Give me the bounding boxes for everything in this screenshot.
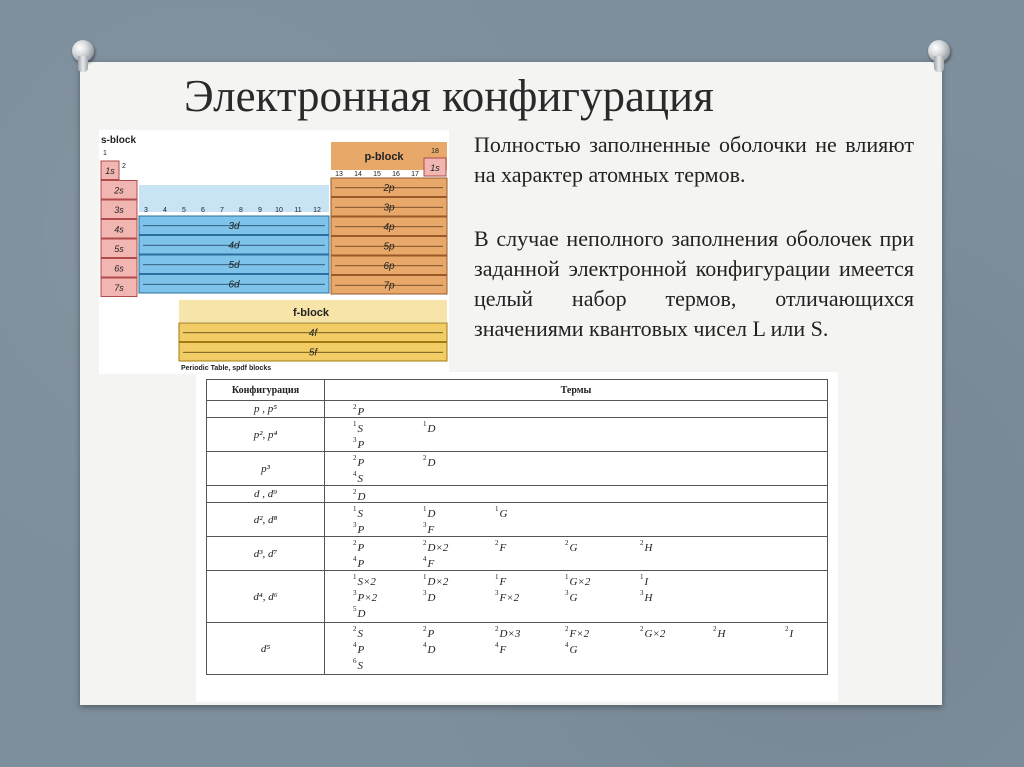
term-multiplicity: 1	[423, 505, 427, 513]
he-label: 1s	[430, 163, 440, 173]
term-letter: P	[357, 524, 365, 536]
terms-cell	[325, 571, 828, 623]
term-multiplicity: 3	[495, 589, 499, 597]
term-letter: D	[427, 457, 436, 469]
term-multiplicity: 2	[640, 625, 644, 633]
term-symbol	[353, 589, 377, 604]
term-multiplicity: 1	[353, 505, 357, 513]
term-letter: D×2	[427, 542, 449, 554]
s-block-label: s-block	[101, 135, 137, 146]
term-letter: D×3	[499, 628, 521, 640]
header-config: Конфигурация	[207, 380, 325, 401]
header-terms: Термы	[325, 380, 828, 401]
term-letter: I	[789, 628, 794, 640]
d-row-label: 3d	[228, 221, 240, 232]
term-multiplicity: 2	[353, 539, 357, 547]
term-symbol	[353, 505, 363, 520]
term-symbol	[353, 403, 364, 418]
term-multiplicity: 2	[423, 625, 427, 633]
s-row-label: 5s	[114, 244, 124, 254]
figure-caption: Periodic Table, spdf blocks	[181, 365, 272, 372]
term-multiplicity: 3	[565, 589, 569, 597]
term-symbol	[353, 605, 365, 620]
term-multiplicity: 2	[353, 403, 357, 411]
term-letter: F	[499, 576, 507, 588]
term-letter: F	[427, 558, 435, 570]
term-letter: S	[357, 473, 363, 485]
d-group-label: 4	[163, 207, 167, 214]
s-row-label: 7s	[114, 283, 124, 293]
term-symbol	[495, 505, 507, 520]
config-cell: p³	[207, 452, 325, 486]
term-symbol	[565, 539, 577, 554]
term-letter: G	[569, 592, 578, 604]
config-cell: d⁴, d⁶	[207, 571, 325, 623]
term-letter: G×2	[569, 576, 591, 588]
term-symbol	[353, 573, 376, 588]
term-symbol	[495, 589, 519, 604]
term-multiplicity: 1	[423, 573, 427, 581]
group-18-label: 18	[431, 148, 439, 155]
term-multiplicity: 6	[353, 657, 357, 665]
terms-cell	[325, 503, 828, 537]
term-multiplicity: 1	[495, 505, 499, 513]
table-row	[207, 418, 828, 452]
term-letter: D	[427, 423, 436, 435]
term-multiplicity: 1	[423, 420, 427, 428]
term-symbol	[353, 555, 364, 570]
term-multiplicity: 2	[353, 454, 357, 462]
p-group-label: 15	[373, 171, 381, 178]
term-multiplicity: 2	[565, 539, 569, 547]
config-cell: p , p⁵	[207, 401, 325, 418]
term-symbol	[423, 505, 435, 520]
p-group-label: 14	[354, 171, 362, 178]
term-letter: S	[357, 628, 363, 640]
term-letter: F	[427, 524, 435, 536]
term-symbol	[353, 657, 363, 672]
term-letter: G	[569, 644, 578, 656]
terms-cell	[325, 401, 828, 418]
table-row	[207, 452, 828, 486]
term-letter: P	[357, 542, 365, 554]
term-symbol	[353, 539, 364, 554]
term-symbol	[423, 625, 434, 640]
term-multiplicity: 2	[423, 539, 427, 547]
pushpin-left-icon	[72, 40, 94, 62]
config-terms-table	[206, 379, 828, 675]
term-multiplicity: 1	[640, 573, 644, 581]
term-symbol	[640, 539, 652, 554]
term-symbol	[423, 539, 448, 554]
term-multiplicity: 1	[565, 573, 569, 581]
term-multiplicity: 4	[495, 641, 499, 649]
term-letter: S×2	[357, 576, 376, 588]
term-multiplicity: 2	[353, 625, 357, 633]
term-letter: D	[427, 592, 436, 604]
term-letter: H	[644, 542, 653, 554]
f-block-label: f-block	[292, 307, 330, 319]
term-multiplicity: 5	[353, 605, 357, 613]
term-letter: I	[644, 576, 649, 588]
table-row	[207, 503, 828, 537]
p-row-label: 4p	[383, 222, 395, 233]
term-multiplicity: 3	[423, 589, 427, 597]
term-symbol	[495, 573, 506, 588]
term-multiplicity: 1	[353, 420, 357, 428]
term-letter: P	[357, 457, 365, 469]
f-row-label: 5f	[308, 347, 318, 359]
term-letter: D	[427, 508, 436, 520]
terms-cell	[325, 623, 828, 675]
term-multiplicity: 1	[353, 573, 357, 581]
table-row	[207, 401, 828, 418]
periodic-table-figure	[99, 130, 449, 374]
term-multiplicity: 4	[353, 470, 357, 478]
term-letter: D	[357, 608, 366, 620]
periodic-table-svg	[99, 130, 449, 374]
terms-cell	[325, 418, 828, 452]
term-letter: S	[357, 423, 363, 435]
term-letter: P×2	[357, 592, 378, 604]
term-symbol	[713, 625, 725, 640]
d-row-label: 6d	[228, 279, 240, 291]
term-symbol	[565, 589, 577, 604]
p-row-label: 3p	[383, 202, 395, 214]
d-row-label: 4d	[228, 240, 240, 252]
term-symbol	[565, 573, 590, 588]
term-multiplicity: 2	[713, 625, 717, 633]
term-multiplicity: 3	[640, 589, 644, 597]
term-letter: G×2	[644, 628, 666, 640]
terms-cell	[325, 537, 828, 571]
p-row-label: 7p	[383, 280, 395, 292]
d-group-label: 6	[201, 207, 205, 214]
term-symbol	[423, 454, 435, 469]
p-row-label: 2p	[383, 183, 395, 194]
term-letter: H	[717, 628, 726, 640]
term-symbol	[565, 625, 589, 640]
p-group-label: 17	[411, 171, 419, 178]
term-multiplicity: 1	[495, 573, 499, 581]
config-cell: d³, d⁷	[207, 537, 325, 571]
d-group-label: 11	[294, 207, 302, 214]
terms-cell	[325, 486, 828, 503]
f-row-label: 4f	[308, 328, 318, 339]
d-group-label: 7	[220, 207, 224, 214]
term-letter: F×2	[569, 628, 590, 640]
term-letter: P	[357, 558, 365, 570]
pushpin-right-icon	[928, 40, 950, 62]
term-letter: P	[427, 628, 435, 640]
terms-cell	[325, 452, 828, 486]
term-symbol	[423, 521, 434, 536]
term-symbol	[353, 454, 364, 469]
term-multiplicity: 2	[353, 488, 357, 496]
term-multiplicity: 2	[495, 625, 499, 633]
term-symbol	[423, 555, 434, 570]
d-group-label: 3	[144, 207, 148, 214]
table-row	[207, 571, 828, 623]
p-row-label: 6p	[383, 261, 395, 272]
term-symbol	[353, 521, 364, 536]
p-block-label: p-block	[364, 151, 404, 163]
s-row-label: 4s	[114, 224, 124, 235]
slide-title: Электронная конфигурация	[184, 71, 714, 121]
term-multiplicity: 2	[565, 625, 569, 633]
s-row-label: 1s	[105, 166, 115, 176]
d-group-label: 10	[275, 207, 283, 214]
term-symbol	[495, 625, 520, 640]
s-row-label: 2s	[114, 185, 124, 196]
term-symbol	[565, 641, 577, 656]
term-letter: G	[499, 508, 508, 520]
term-symbol	[423, 420, 435, 435]
term-letter: D	[427, 644, 436, 656]
term-symbol	[353, 470, 363, 485]
term-multiplicity: 3	[353, 589, 357, 597]
d-group-label: 9	[258, 207, 262, 214]
table-row	[207, 537, 828, 571]
s-row-label: 6s	[114, 263, 124, 274]
term-letter: F	[499, 542, 507, 554]
term-letter: P	[357, 439, 365, 451]
term-symbol	[640, 589, 652, 604]
config-cell: d⁵	[207, 623, 325, 675]
term-symbol	[495, 641, 506, 656]
term-multiplicity: 4	[423, 641, 427, 649]
term-symbol	[353, 420, 363, 435]
d-group-label: 5	[182, 207, 186, 214]
term-multiplicity: 4	[353, 555, 357, 563]
term-symbol	[495, 539, 506, 554]
term-symbol	[785, 625, 793, 640]
term-symbol	[640, 625, 665, 640]
term-multiplicity: 2	[495, 539, 499, 547]
term-letter: D×2	[427, 576, 449, 588]
term-multiplicity: 4	[565, 641, 569, 649]
term-multiplicity: 2	[423, 454, 427, 462]
config-terms-table-panel	[196, 372, 838, 702]
term-multiplicity: 2	[640, 539, 644, 547]
d-row-label: 5d	[228, 260, 240, 271]
p-group-label: 13	[335, 171, 343, 178]
term-letter: S	[357, 508, 363, 520]
term-symbol	[353, 641, 364, 656]
term-letter: S	[357, 660, 363, 672]
term-letter: D	[357, 491, 366, 503]
term-multiplicity: 4	[353, 641, 357, 649]
group-1-label: 1	[103, 150, 107, 157]
s-row-label: 3s	[114, 205, 124, 215]
d-group-label: 8	[239, 207, 243, 214]
p-group-label: 16	[392, 171, 400, 178]
term-symbol	[423, 573, 448, 588]
paragraph-filled-shells: Полностью заполненные оболочки не влияют на характер атомных термов.	[474, 132, 914, 187]
term-multiplicity: 3	[353, 436, 357, 444]
term-multiplicity: 3	[353, 521, 357, 529]
term-letter: F	[499, 644, 507, 656]
term-letter: F×2	[499, 592, 520, 604]
term-letter: P	[357, 644, 365, 656]
paragraph-incomplete-shells: В случае неполного заполнения оболочек при заданной электронной конфигурации имеется целый набор термов, отличающихся значениями квантовых чисел L или S.	[474, 226, 914, 341]
term-letter: G	[569, 542, 578, 554]
table-row	[207, 486, 828, 503]
term-symbol	[353, 436, 364, 451]
term-multiplicity: 4	[423, 555, 427, 563]
term-symbol	[353, 625, 363, 640]
p-row-label: 5p	[383, 241, 395, 253]
term-multiplicity: 2	[785, 625, 789, 633]
config-cell: d , d⁹	[207, 486, 325, 503]
d-group-label: 12	[313, 207, 321, 214]
term-letter: P	[357, 406, 365, 418]
term-symbol	[353, 488, 365, 503]
table-header-row	[207, 380, 828, 401]
term-symbol	[423, 589, 435, 604]
group-2-label: 2	[122, 163, 126, 170]
table-row	[207, 623, 828, 675]
term-letter: H	[644, 592, 653, 604]
config-cell: d², d⁸	[207, 503, 325, 537]
term-multiplicity: 3	[423, 521, 427, 529]
term-symbol	[640, 573, 648, 588]
term-symbol	[423, 641, 435, 656]
config-cell: p², p⁴	[207, 418, 325, 452]
